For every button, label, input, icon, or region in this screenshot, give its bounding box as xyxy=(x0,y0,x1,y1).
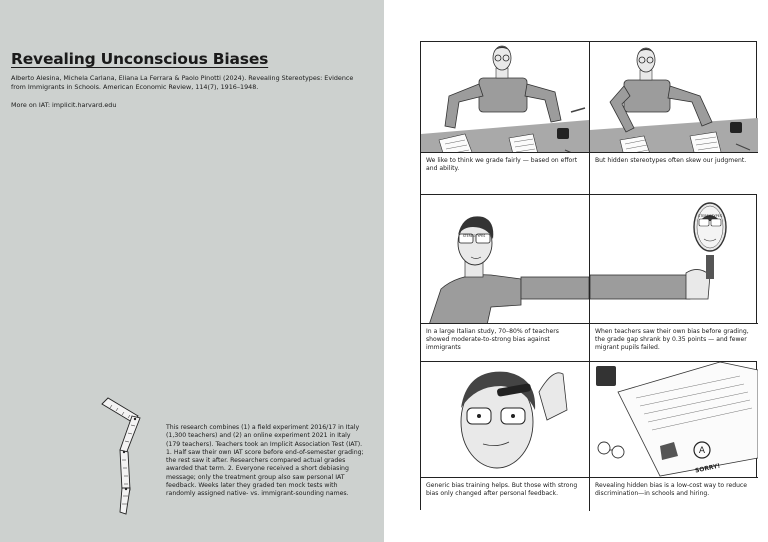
panel-6-caption: Revealing hidden bias is a low-cost way to reduce discrimination—in schools and hiring. xyxy=(590,477,758,511)
comic-panel-1 xyxy=(421,42,589,194)
comic-panel-4 xyxy=(590,195,758,361)
panel-2-caption: But hidden stereotypes often skew our judgment. xyxy=(590,152,758,194)
folding-ruler-illustration xyxy=(98,392,153,517)
comic-panel-3 xyxy=(421,195,589,361)
comic-panel-2 xyxy=(590,42,758,194)
citation: Alberto Alesina, Michela Carlana, Eliana La Ferrara & Paolo Pinotti (2024). Revealing Stereotypes: Evidence from Immigrants in Schools. American Economic Review, 114(7), 1916–1948. xyxy=(11,74,354,92)
research-description: This research combines (1) a field experiment 2016/17 in Italy (1,300 teachers) and (2) an online experiment 2021 in Italy (179 teachers). Teachers took an Implicit Association Test (IAT). 1. Half saw their own IAT score before end-of-semester grading; the rest saw it after. Researchers compared actual grades awarded that term. 2. Everyone received a short debiasing message; only the treatment group also saw personal IAT feedback. Weeks later they graded ten mock tests with randomly assigned native- vs. immigrant-sounding names. xyxy=(166,424,364,498)
sorry-label: SORRY! xyxy=(694,462,721,475)
panel-4-caption: When teachers saw their own bias before grading, the grade gap shrank by 0.35 points — and fewer migrant pupils failed. xyxy=(590,323,758,361)
panel-1-caption: We like to think we grade fairly — based on effort and ability. xyxy=(421,152,589,194)
panel-3-caption: In a large Italian study, 70–80% of teachers showed moderate-to-strong bias against immigrants xyxy=(421,323,589,361)
comic-divider-row-1 xyxy=(421,194,756,195)
comic-strip xyxy=(420,41,757,510)
comic-divider-row-2 xyxy=(421,361,756,362)
comic-panel-5 xyxy=(421,362,589,511)
comic-panel-6 xyxy=(590,362,758,511)
grade-letter: A xyxy=(698,446,706,456)
page-title: Revealing Unconscious Biases xyxy=(11,50,269,68)
mirror-stereotypes-label: STEREOTYPES xyxy=(697,214,723,218)
panel-5-caption: Generic bias training helps. But those with strong bias only changed after personal feedback. xyxy=(421,477,589,511)
comic-divider-vertical xyxy=(589,42,590,511)
iat-reference: More on IAT: implicit.harvard.edu xyxy=(11,101,117,109)
glasses-stereotypes-label: STEREOTYPES xyxy=(462,234,486,238)
